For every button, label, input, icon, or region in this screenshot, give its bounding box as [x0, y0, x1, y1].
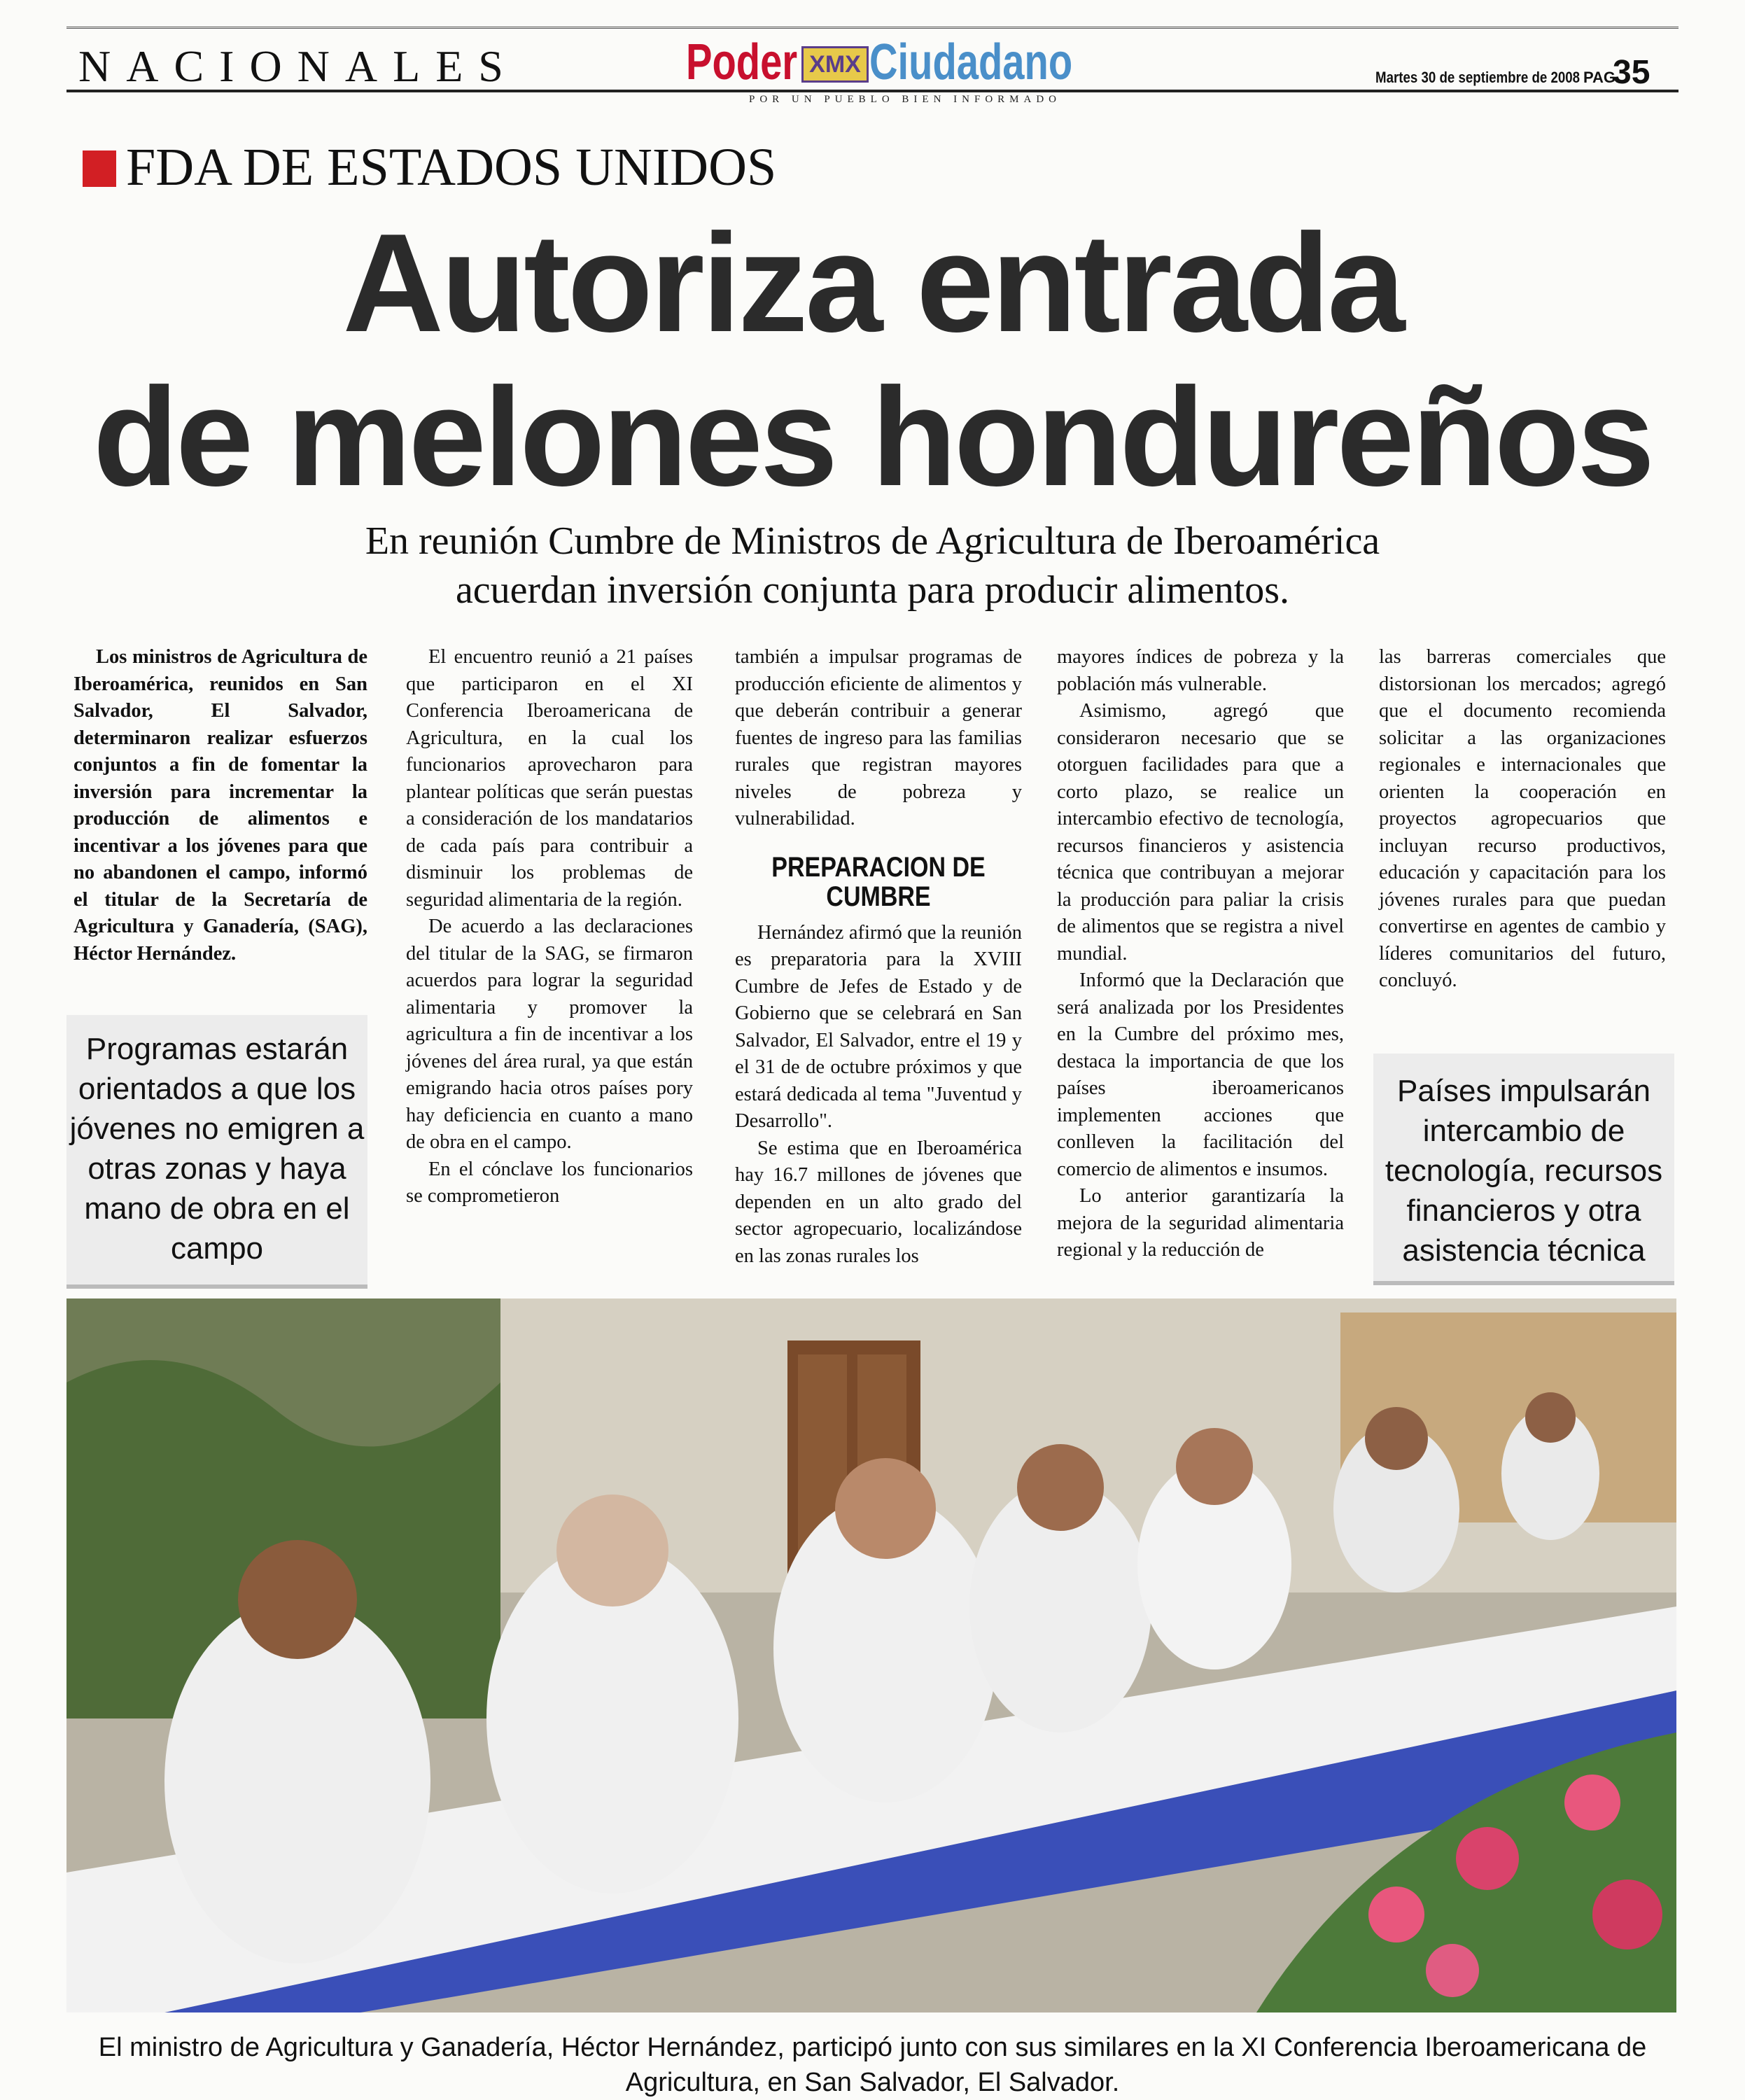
issue-date: Martes 30 de septiembre de 2008 [1375, 69, 1581, 86]
paragraph: De acuerdo a las declaraciones del titular de la SAG, se firmaron acuerdos para lograr la seguridad alimentaria y promover la agricultura a fin de incentivar a los jóvenes del área rural, ya que están emigrando hacia otros países pory hay deficiencia en cuanto a mano de obra en el campo. [406, 916, 693, 1153]
page-label: PAG. [1583, 69, 1620, 86]
paragraph: Informó que la Declaración que será analizada por los Presidentes en la Cumbre del próximo mes, destaca la importancia de que los países iberoamericanos implementen acciones que conlleven la facilitación del comercio de alimentos e insumos. [1057, 969, 1344, 1180]
column-1 [73, 644, 367, 967]
caption-line-1: El ministro de Agricultura y Ganadería, Héctor Hernández, participó junto con sus similares en la XI Conferencia Iberoamericana de [98, 2033, 1647, 2062]
caption-line-2: Agricultura, en San Salvador, El Salvador. [625, 2068, 1120, 2097]
paragraph: también a impulsar programas de producción eficiente de alimentos y que deberán contribuir a generar fuentes de ingreso para las familias rurales que registran mayores niveles de pobreza y vulnerabilidad. [735, 646, 1022, 830]
paragraph: Hernández afirmó que la reunión es preparatoria para la XVIII Cumbre de Jefes de Estado y de Gobierno que se celebrará en San Salvador, El Salvador, entre el 19 y el 31 de de octubre próximos y que estará dedicada al tema "Juventud y Desarrollo". [735, 921, 1022, 1132]
pull-quote-1: Programas estarán orientados a que los jóvenes no emigren a otras zonas y haya mano de obra en el campo [66, 1015, 367, 1289]
conference-photo [66, 1298, 1676, 2012]
brand-name-right: Ciudadano [869, 34, 1073, 90]
deck-line-1: En reunión Cumbre de Ministros de Agricultura de Iberoamérica [365, 519, 1380, 563]
paragraph: En el cónclave los funcionarios se comprometieron [406, 1158, 693, 1207]
kicker: FDA DE ESTADOS UNIDOS [126, 138, 777, 197]
headline-line-2: de melones hondureños [92, 359, 1653, 515]
page-number: 35 [1613, 54, 1651, 91]
paragraph: mayores índices de pobreza y la población más vulnerable. [1057, 646, 1344, 695]
paragraph: Asimismo, agregó que consideraron necesario que se otorguen facilidades para que a corto plazo, se realice un intercambio efectivo de tecnología, recursos financieros y asistencia técnica que contribuyan a mejorar la producción para paliar la crisis de alimentos que se registra a nivel mundial. [1057, 700, 1344, 965]
photo-caption [0, 2030, 1745, 2100]
top-rule [66, 27, 1679, 31]
column-5 [1379, 644, 1666, 995]
paragraph: El encuentro reunió a 21 países que participaron en el XI Conferencia Iberoamericana de Agricultura, en la cual los funcionarios aprovecharon para plantear políticas que serán puestas a consideración de los mandatarios de cada país para contribuir a disminuir los problemas de seguridad alimentaria de la región. [406, 646, 693, 911]
section-title: NACIONALES [78, 41, 519, 91]
deck [0, 517, 1745, 615]
masthead-rule [66, 90, 1679, 92]
headline-line-1: Autoriza entrada [342, 205, 1403, 361]
lead-paragraph: Los ministros de Agricultura de Iberoamérica, reunidos en San Salvador, El Salvador, determinaron realizar esfuerzos conjuntos a fin de fomentar la inversión para incrementar la producción de alimentos e incentivar a los jóvenes para que no abandonen el campo, informó el titular de la Secretaría de Agricultura y Ganadería, (SAG), Héctor Hernández. [73, 646, 367, 965]
paragraph: las barreras comerciales que distorsionan los mercados; agregó que el documento recomienda solicitar a las organizaciones regionales e internacionales que orienten la cooperación en proyectos agropecuarios que incluyan recurso productivos, educación y capacitación para los jóvenes rurales para que puedan convertirse en agentes de cambio y líderes comunitarios del futuro, concluyó. [1379, 646, 1666, 991]
kicker-square-icon [83, 150, 116, 187]
photo-illustration [66, 1298, 1676, 2012]
column-2 [406, 644, 693, 1210]
pull-quote-2: Países impulsarán intercambio de tecnología, recursos financieros y otra asistencia técnica [1373, 1054, 1674, 1285]
brand-name-left: Poder [686, 34, 798, 90]
paragraph: Se estima que en Iberoamérica hay 16.7 millones de jóvenes que dependen en un alto grado del sector agropecuario, localizándose en las zonas rurales los [735, 1137, 1022, 1267]
column-3 [735, 644, 1022, 1270]
paragraph: Lo anterior garantizaría la mejora de la seguridad alimentaria regional y la reducción de [1057, 1185, 1344, 1261]
deck-line-2: acuerdan inversión conjunta para producir alimentos. [455, 568, 1290, 612]
brand-emblem-icon: XMX [801, 46, 869, 83]
brand-logo [686, 34, 1073, 97]
column-4 [1057, 644, 1344, 1264]
tagline: POR UN PUEBLO BIEN INFORMADO [749, 94, 1062, 105]
subheading: PREPARACION DE CUMBRE [771, 851, 986, 912]
